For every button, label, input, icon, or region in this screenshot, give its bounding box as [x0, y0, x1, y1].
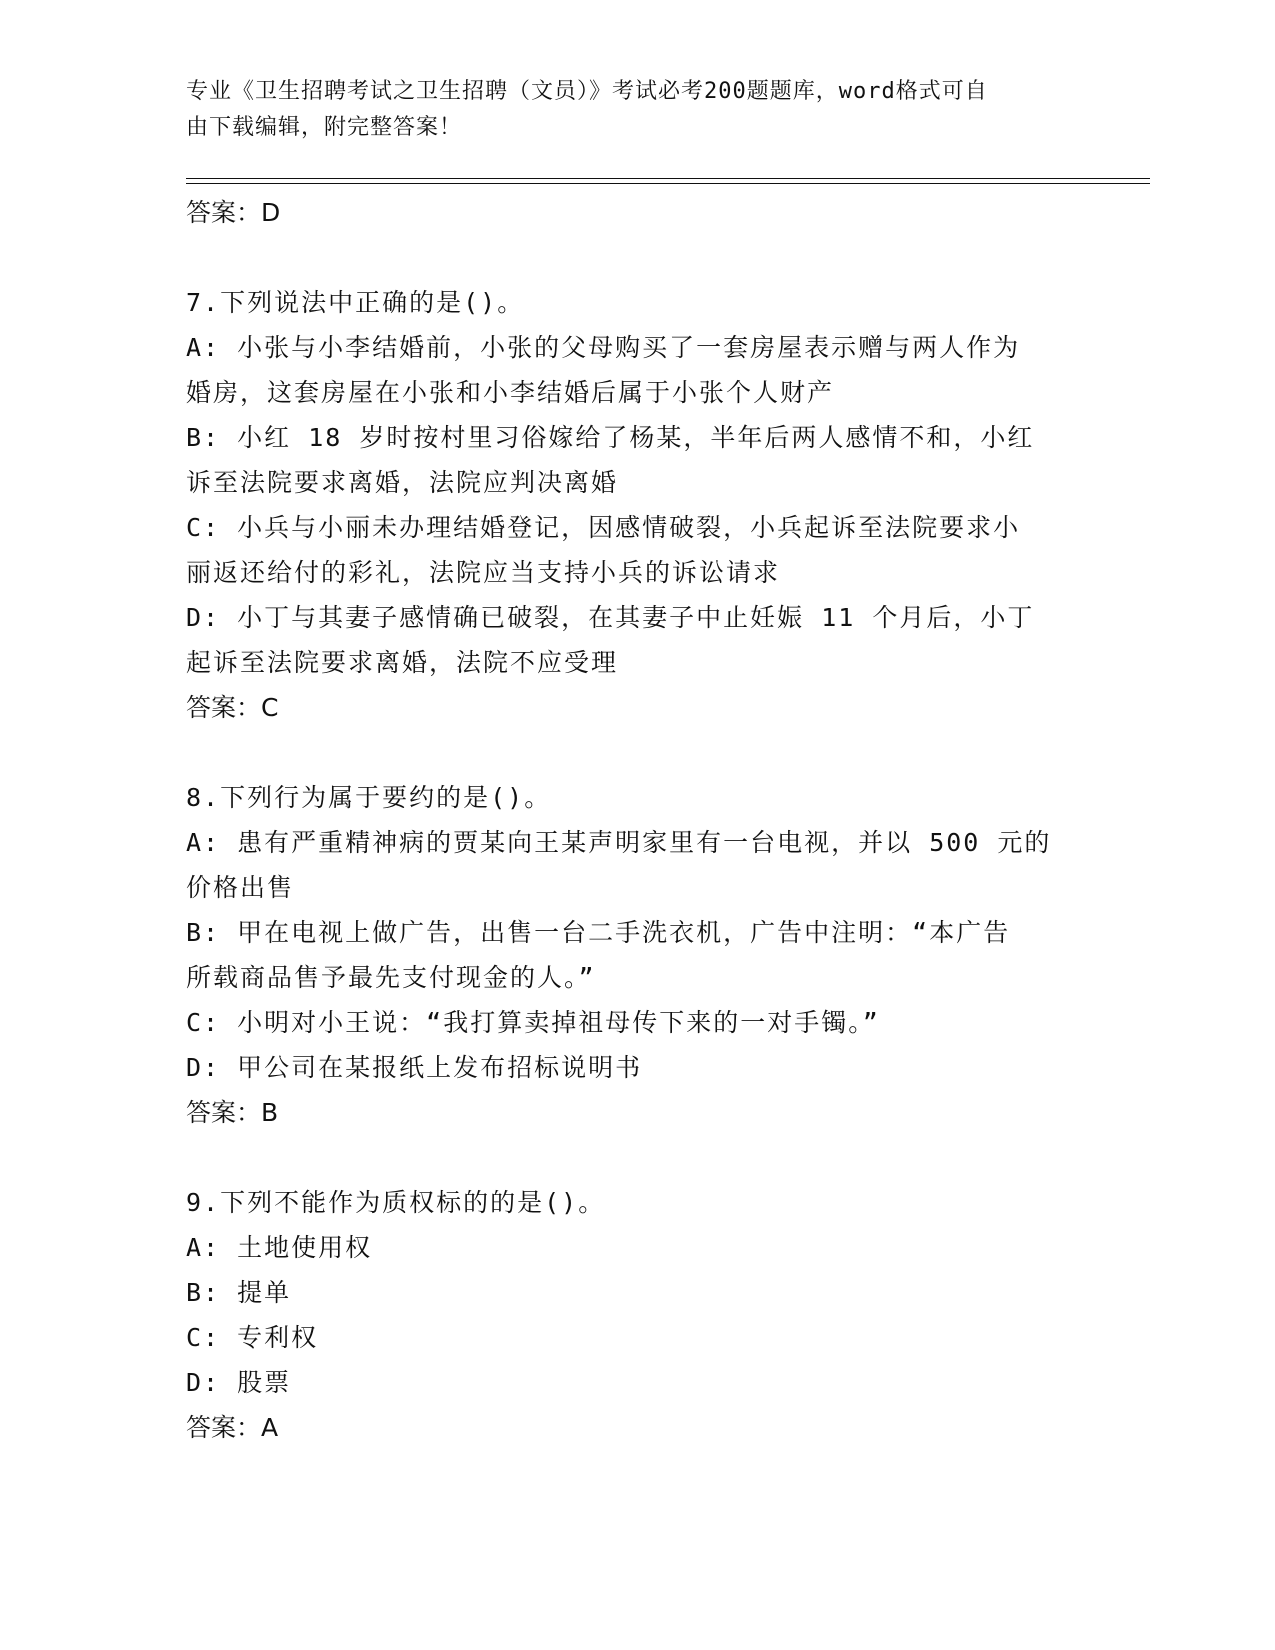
question-7 — [186, 280, 1086, 730]
question-text: 8.下列行为属于要约的是()。 — [186, 783, 552, 812]
header-line-1: 专业《卫生招聘考试之卫生招聘（文员）》考试必考200题题库，word格式可自 — [186, 79, 988, 104]
option-line: B: 小红 18 岁时按村里习俗嫁给了杨某，半年后两人感情不和，小红 — [186, 423, 1035, 452]
option-line: 丽返还给付的彩礼，法院应当支持小兵的诉讼请求 — [186, 558, 781, 587]
option-line: B: 甲在电视上做广告，出售一台二手洗衣机，广告中注明：“本广告 — [186, 918, 1011, 947]
option-a — [186, 820, 1086, 910]
header-rule-bottom — [186, 183, 1150, 184]
option-b — [186, 1270, 1086, 1315]
option-a — [186, 325, 1086, 415]
option-d — [186, 595, 1086, 685]
document-header — [186, 74, 1086, 146]
question-text: 9.下列不能作为质权标的的是()。 — [186, 1188, 606, 1217]
option-line: A: 患有严重精神病的贾某向王某声明家里有一台电视，并以 500 元的 — [186, 828, 1052, 857]
option-line: A: 土地使用权 — [186, 1233, 373, 1262]
question-list — [186, 190, 1086, 1450]
header-rule-top — [186, 178, 1150, 179]
option-line: C: 小兵与小丽未办理结婚登记，因感情破裂，小兵起诉至法院要求小 — [186, 513, 1021, 542]
option-line: D: 小丁与其妻子感情确已破裂，在其妻子中止妊娠 11 个月后，小丁 — [186, 603, 1035, 632]
question-text: 7.下列说法中正确的是()。 — [186, 288, 525, 317]
option-c — [186, 1315, 1086, 1360]
option-line: 所载商品售予最先支付现金的人。” — [186, 963, 596, 992]
answer: 答案：C — [186, 693, 279, 722]
option-line: 诉至法院要求离婚，法院应判决离婚 — [186, 468, 619, 497]
question-9 — [186, 1180, 1086, 1450]
option-line: B: 提单 — [186, 1278, 292, 1307]
option-a — [186, 1225, 1086, 1270]
previous-answer: 答案：D — [186, 198, 281, 227]
answer: 答案：B — [186, 1098, 279, 1127]
header-line-2: 由下载编辑，附完整答案！ — [186, 115, 463, 140]
option-line: C: 专利权 — [186, 1323, 319, 1352]
option-line: D: 股票 — [186, 1368, 292, 1397]
option-line: 婚房，这套房屋在小张和小李结婚后属于小张个人财产 — [186, 378, 835, 407]
option-c — [186, 505, 1086, 595]
option-line: 起诉至法院要求离婚，法院不应受理 — [186, 648, 619, 677]
option-b — [186, 415, 1086, 505]
option-line: D: 甲公司在某报纸上发布招标说明书 — [186, 1053, 643, 1082]
answer: 答案：A — [186, 1413, 279, 1442]
option-d — [186, 1360, 1086, 1405]
option-b — [186, 910, 1086, 1000]
option-d — [186, 1045, 1086, 1090]
option-c — [186, 1000, 1086, 1045]
question-8 — [186, 775, 1086, 1135]
option-line: C: 小明对小王说：“我打算卖掉祖母传下来的一对手镯。” — [186, 1008, 880, 1037]
option-line: 价格出售 — [186, 873, 295, 902]
option-line: A: 小张与小李结婚前，小张的父母购买了一套房屋表示赠与两人作为 — [186, 333, 1021, 362]
